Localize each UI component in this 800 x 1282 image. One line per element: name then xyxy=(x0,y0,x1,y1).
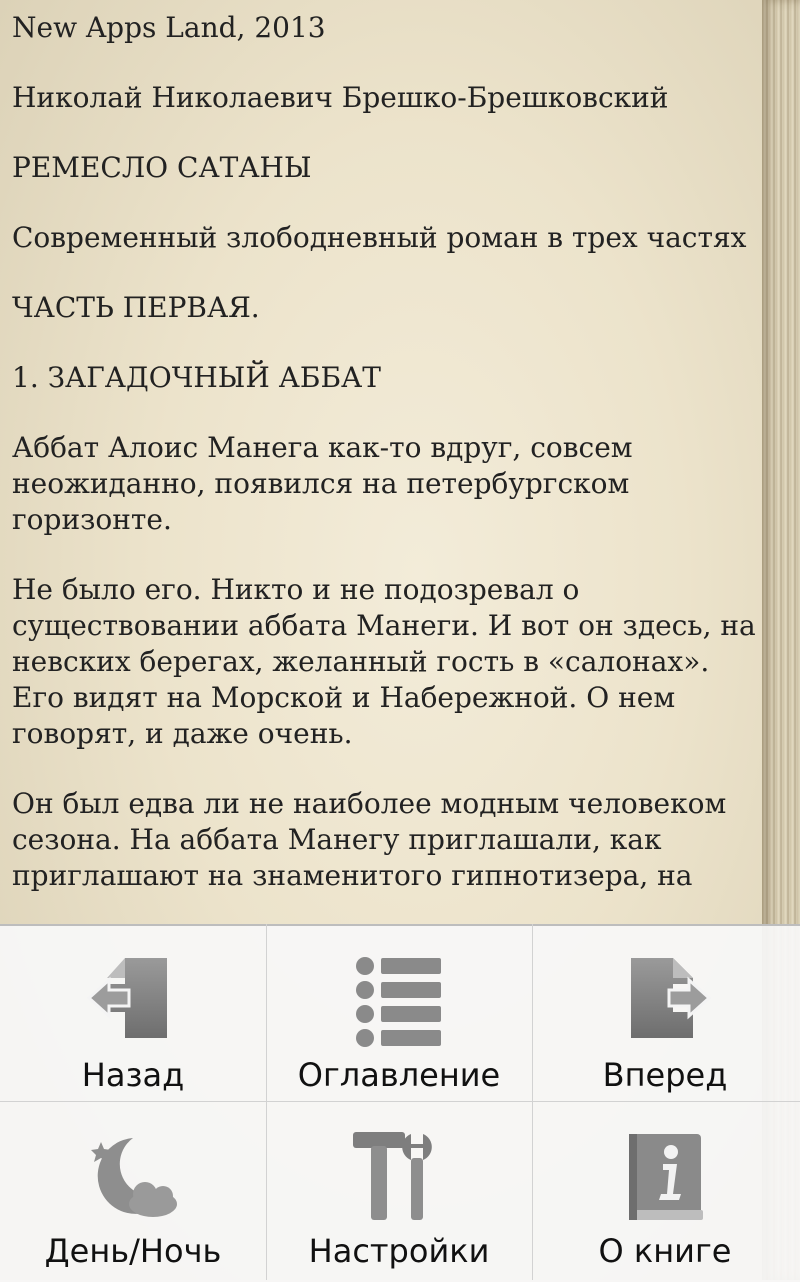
contents-button[interactable] xyxy=(266,926,532,1104)
paragraph: Аббат Алоис Манега как-то вдруг, совсем неожиданно, появился на петербургском горизонте. xyxy=(12,431,633,536)
day-night-label: День/Ночь xyxy=(44,1232,222,1270)
forward-page-icon xyxy=(610,950,720,1050)
author-name: Николай Николаевич Брешко-Брешковский xyxy=(12,81,669,114)
moon-cloud-icon xyxy=(78,1126,188,1226)
back-button[interactable] xyxy=(0,926,266,1104)
back-page-icon xyxy=(78,950,188,1050)
about-book-label: О книге xyxy=(598,1232,732,1270)
book-text[interactable] xyxy=(12,10,762,928)
paragraph: Он был едва ли не наиболее модным человеком сезона. На аббата Манегу приглашали, как приглашают на знаменитого гипнотизера, на xyxy=(12,787,727,892)
forward-button[interactable] xyxy=(532,926,798,1104)
settings-label: Настройки xyxy=(308,1232,490,1270)
book-subtitle: Современный злободневный роман в трех частях xyxy=(12,221,747,254)
back-label: Назад xyxy=(81,1056,185,1094)
settings-button[interactable] xyxy=(266,1102,532,1280)
text-line: New Apps Land, 2013 xyxy=(12,11,326,44)
table-of-contents-icon xyxy=(344,950,454,1050)
tools-icon xyxy=(344,1126,454,1226)
info-book-icon xyxy=(610,1126,720,1226)
chapter-heading: 1. ЗАГАДОЧНЫЙ АББАТ xyxy=(12,361,381,394)
book-title: РЕМЕСЛО САТАНЫ xyxy=(12,151,312,184)
day-night-button[interactable] xyxy=(0,1102,266,1280)
about-book-button[interactable] xyxy=(532,1102,798,1280)
paragraph: Не было его. Никто и не подозревал о существовании аббата Манеги. И вот он здесь, на невских берегах, желанный гость в «салонах». Его видят на Морской и Набережной. О нем говорят, и даже очень. xyxy=(12,573,756,750)
part-heading: ЧАСТЬ ПЕРВАЯ. xyxy=(12,291,260,324)
forward-label: Вперед xyxy=(602,1056,728,1094)
contents-label: Оглавление xyxy=(297,1056,501,1094)
